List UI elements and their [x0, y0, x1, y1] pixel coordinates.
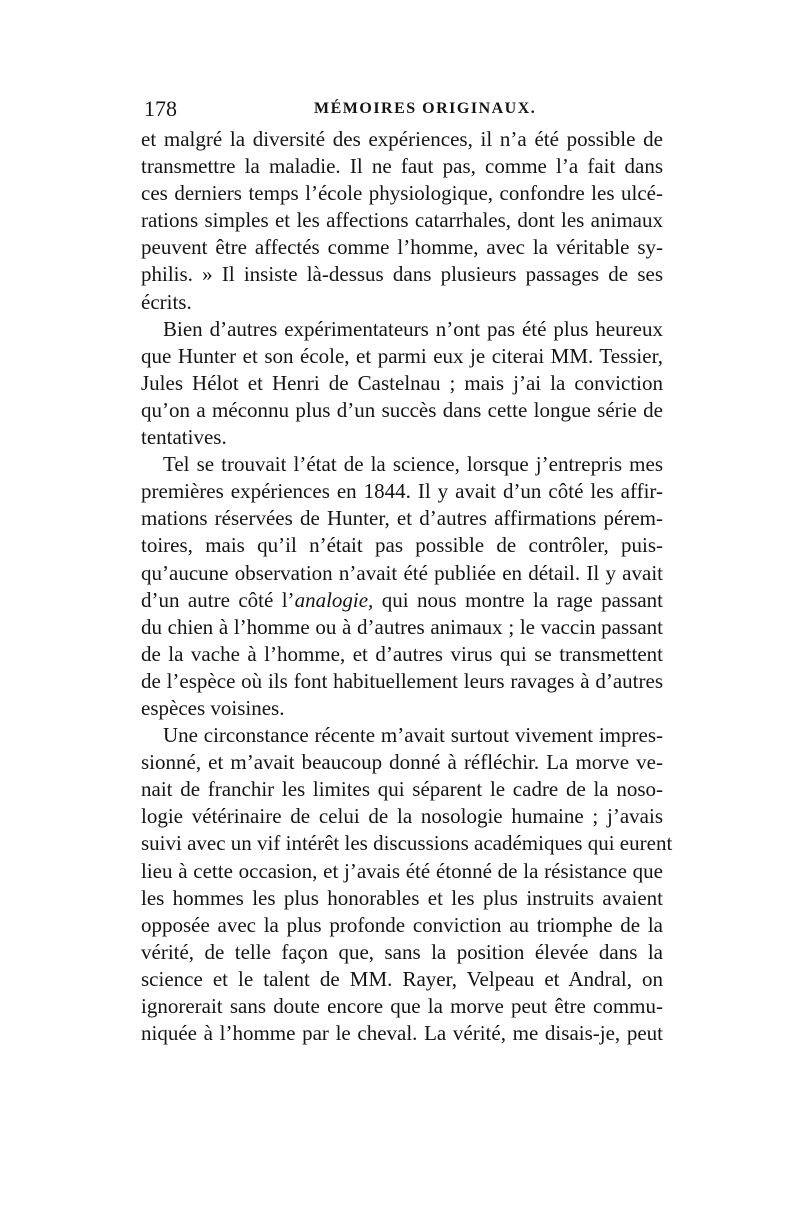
- text-segment: qui nous montre la rage passant: [373, 587, 663, 612]
- body-text: [141, 126, 673, 1047]
- text-line: logie vétérinaire de celui de la nosologie humaine ; j’avais: [141, 804, 663, 829]
- text-line: ces derniers temps l’école physiologique, confondre les ulcé-: [141, 181, 663, 206]
- text-line: écrits.: [141, 289, 192, 314]
- text-line: suivi avec un vif intérêt les discussions académiques qui eurent: [141, 831, 673, 856]
- page-number: 178: [144, 96, 177, 121]
- text-line: Tel se trouvait l’état de la science, lorsque j’entrepris mes: [163, 452, 663, 477]
- text-line: tentatives.: [141, 425, 227, 450]
- text-line: de la vache à l’homme, et d’autres virus qui se transmettent: [141, 641, 663, 666]
- text-line: rations simples et les affections catarrhales, dont les animaux: [141, 208, 663, 233]
- running-head: [144, 94, 660, 124]
- text-line: espèces voisines.: [141, 695, 285, 720]
- text-line: toires, mais qu’il n’était pas possible de contrôler, puis-: [141, 533, 663, 558]
- text-line: Bien d’autres expérimentateurs n’ont pas été plus heureux: [163, 316, 663, 341]
- text-line: Une circonstance récente m’avait surtout vivement impres-: [163, 723, 663, 748]
- text-line: opposée avec la plus profonde conviction au triomphe de la: [141, 912, 663, 937]
- text-line: et malgré la diversité des expériences, il n’a été possible de: [141, 127, 663, 151]
- text-line: science et le talent de MM. Rayer, Velpeau et Andral, on: [141, 966, 663, 991]
- running-title: MÉMOIRES ORIGINAUX.: [314, 100, 537, 117]
- text-line: lieu à cette occasion, et j’avais été étonné de la résistance que: [141, 858, 663, 883]
- text-line: du chien à l’homme ou à d’autres animaux ; le vaccin passant: [141, 614, 663, 639]
- italic-word: analogie,: [294, 587, 374, 612]
- text-line: vérité, de telle façon que, sans la position élevée dans la: [141, 939, 663, 964]
- text-line: les hommes les plus honorables et les plus instruits avaient: [141, 885, 663, 910]
- text-line: nait de franchir les limites qui séparent le cadre de la noso-: [141, 777, 663, 802]
- text-line: ignorerait sans doute encore que la morve peut être commu-: [141, 994, 663, 1018]
- text-segment: d’un autre côté l’: [141, 587, 295, 612]
- text-line: qu’aucune observation n’avait été publiée en détail. Il y avait: [141, 560, 663, 585]
- text-line: transmettre la maladie. Il ne faut pas, comme l’a fait dans: [141, 154, 663, 179]
- text-line: mations réservées de Hunter, et d’autres affirmations pérem-: [141, 506, 663, 531]
- text-line: philis. » Il insiste là-dessus dans plusieurs passages de ses: [141, 262, 663, 287]
- text-line: de l’espèce où ils font habituellement leurs ravages à d’autres: [141, 668, 663, 693]
- text-line: niquée à l’homme par le cheval. La vérité, me disais-je, peut: [141, 1021, 663, 1046]
- text-line: Jules Hélot et Henri de Castelnau ; mais j’ai la conviction: [141, 370, 663, 395]
- text-line: sionné, et m’avait beaucoup donné à réfléchir. La morve ve-: [141, 750, 663, 775]
- text-line: premières expériences en 1844. Il y avait d’un côté les affir-: [141, 479, 663, 504]
- text-line: [141, 587, 663, 614]
- text-line: peuvent être affectés comme l’homme, avec la véritable sy-: [141, 235, 663, 260]
- text-line: qu’on a méconnu plus d’un succès dans cette longue série de: [141, 397, 663, 422]
- text-line: que Hunter et son école, et parmi eux je citerai MM. Tessier,: [141, 343, 663, 368]
